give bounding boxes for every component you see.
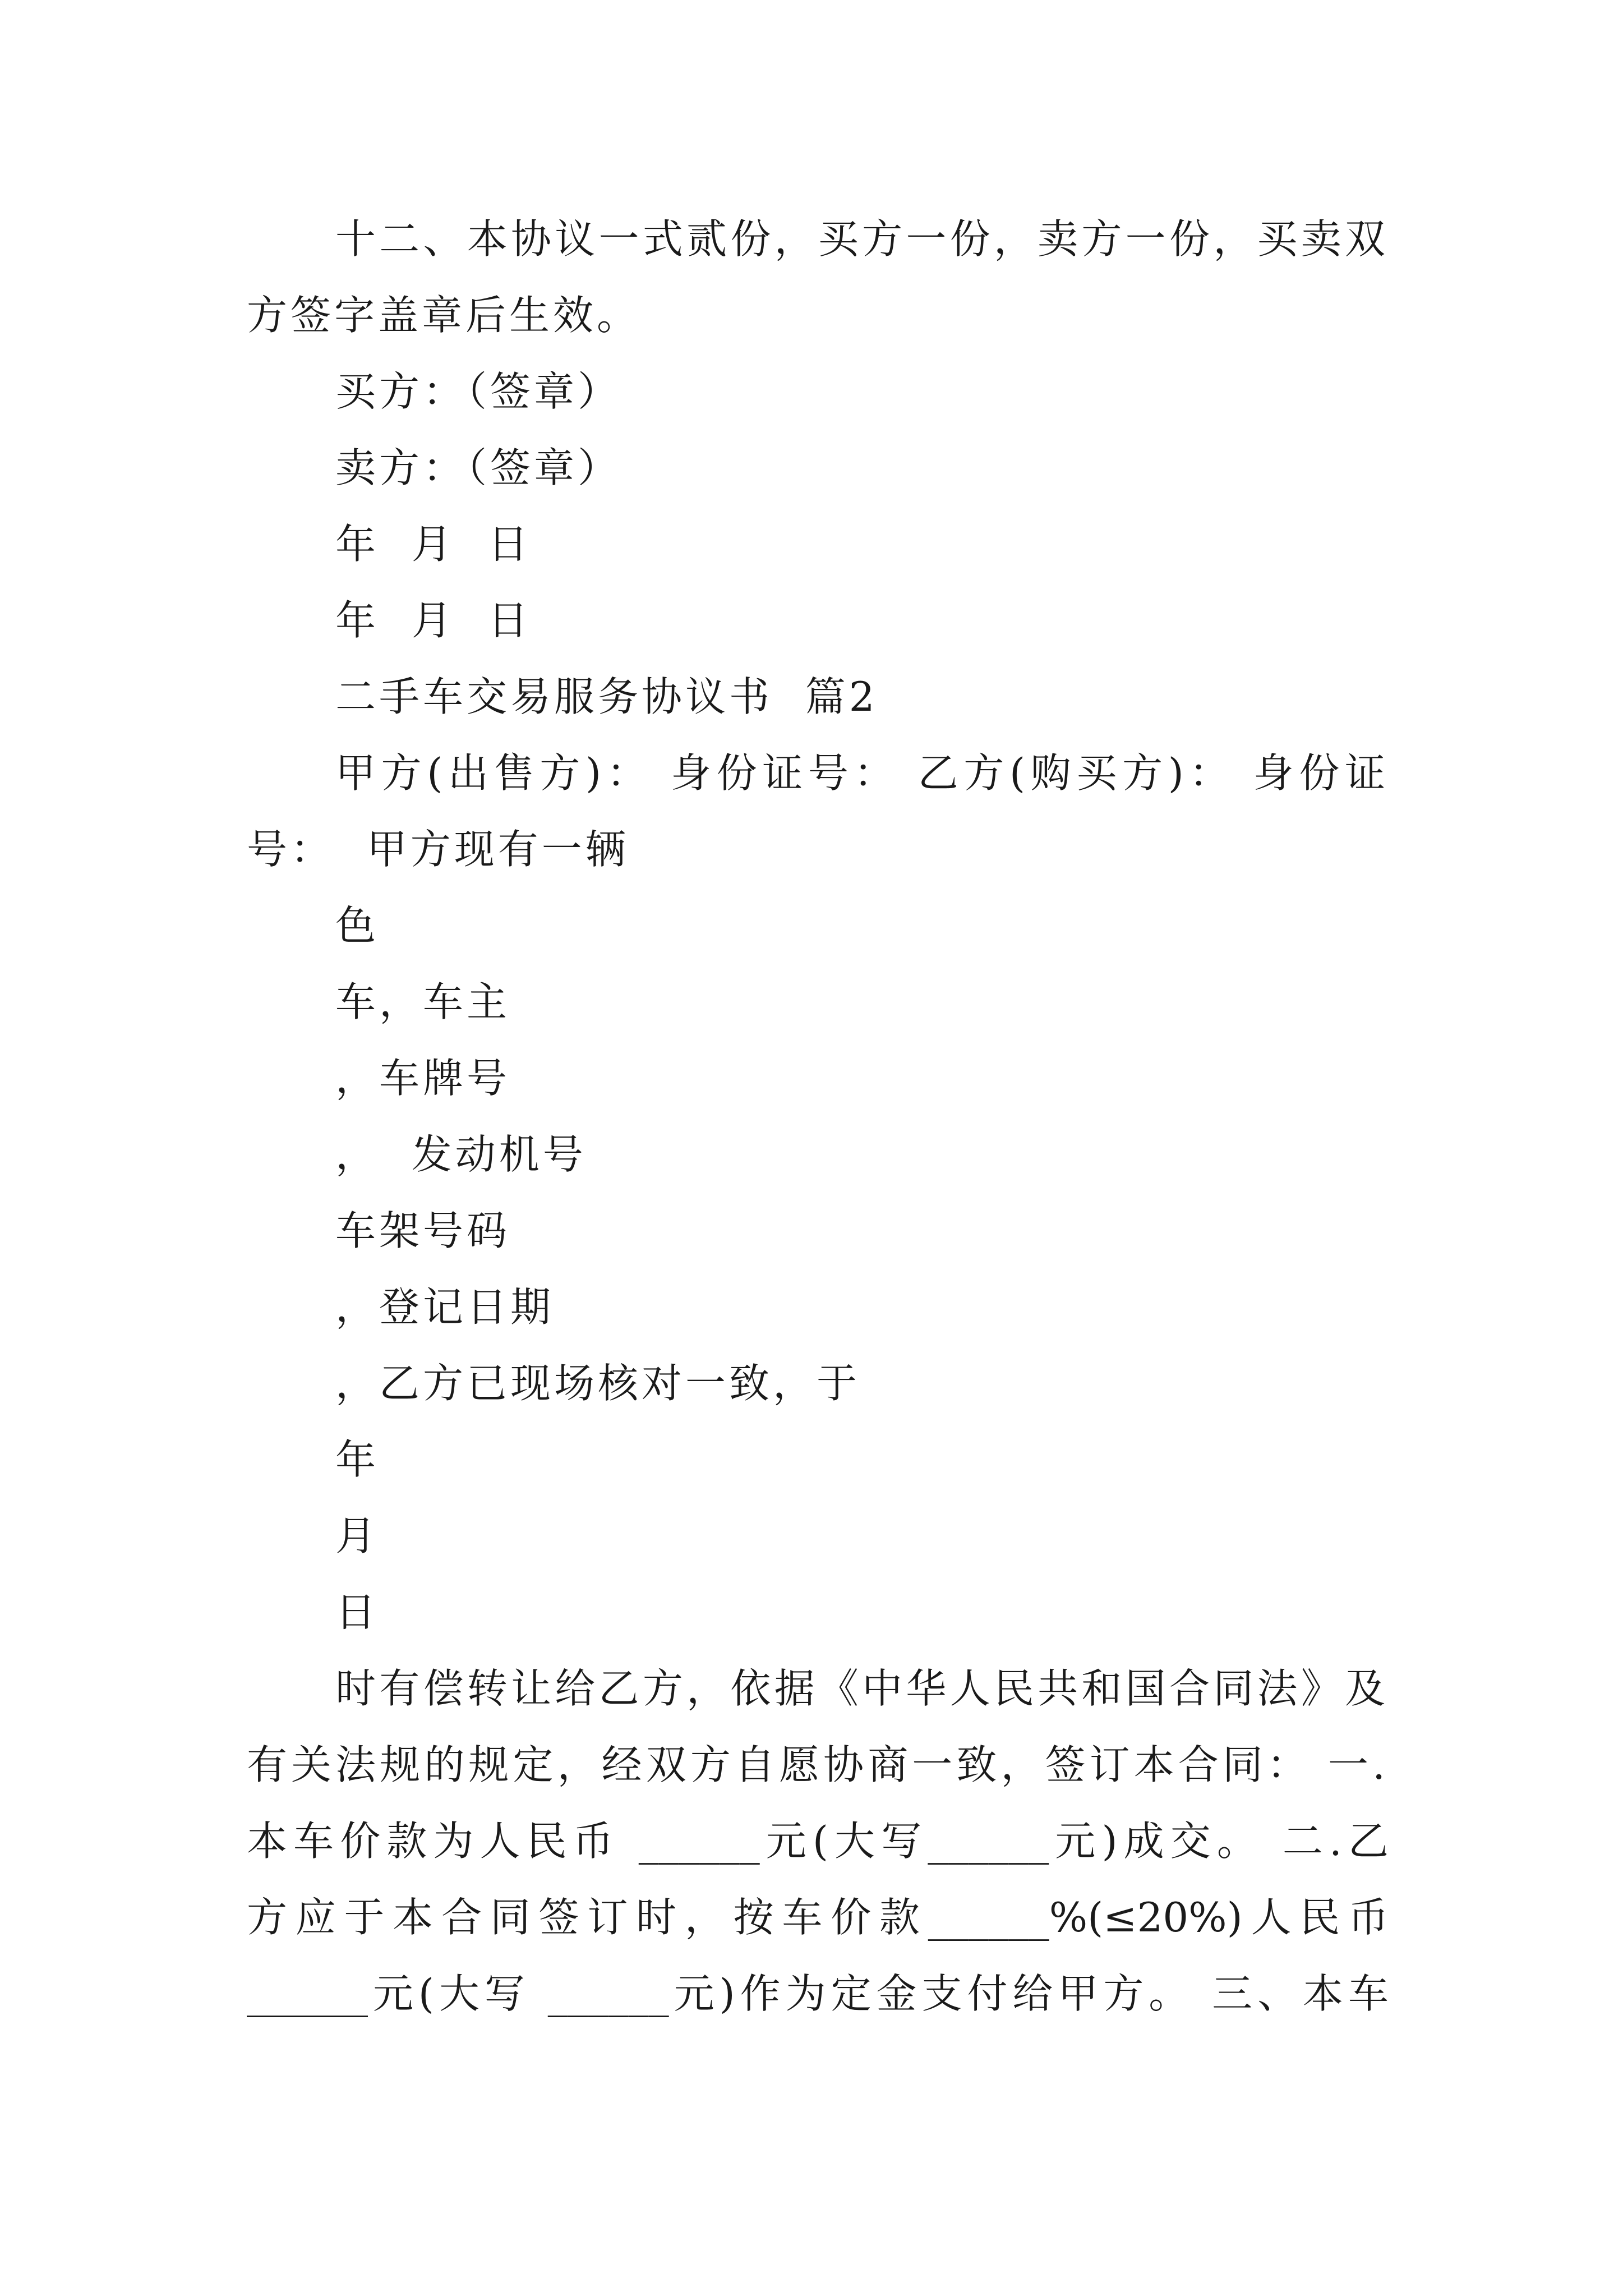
paragraph-line: 有关法规的规定，经双方自愿协商一致，签订本合同： 一.: [247, 1741, 1389, 1788]
section-heading: 二手车交易服务协议书 篇2: [335, 673, 878, 720]
paragraph-line: 本车价款为人民币 ______元(大写______元)成交。 二.乙: [247, 1818, 1389, 1865]
paragraph-line: ______元(大写 ______元)作为定金支付给甲方。 三、本车: [247, 1970, 1389, 2017]
paragraph-line: 时有偿转让给乙方，依据《中华人民共和国合同法》及: [335, 1665, 1389, 1712]
paragraph-line: 日: [335, 1589, 380, 1636]
date-line: 年 月 日: [335, 597, 532, 644]
paragraph-line: 车架号码: [335, 1207, 511, 1254]
paragraph-line: 月: [335, 1512, 380, 1559]
date-line: 年 月 日: [335, 521, 532, 568]
paragraph-line: 方签字盖章后生效。: [247, 292, 641, 339]
paragraph-line: 年: [335, 1436, 380, 1483]
paragraph-line: 色: [335, 902, 380, 949]
paragraph-line: 十二、本协议一式贰份，买方一份，卖方一份，买卖双: [335, 215, 1389, 263]
paragraph-line: 甲方(出售方)： 身份证号： 乙方(购买方)： 身份证: [335, 749, 1389, 797]
paragraph-line: 车，车主: [335, 978, 511, 1025]
paragraph-line: ，乙方已现场核对一致，于: [335, 1360, 861, 1407]
paragraph-line: ，登记日期: [335, 1283, 555, 1331]
paragraph-line: 号： 甲方现有一辆: [247, 826, 629, 873]
signature-seller: 卖方：（签章）: [335, 444, 622, 491]
paragraph-line: ， 发动机号: [335, 1131, 587, 1178]
paragraph-line: 方应于本合同签订时，按车价款______%(≤20%)人民币: [247, 1894, 1389, 1941]
paragraph-line: ，车牌号: [335, 1055, 511, 1102]
signature-buyer: 买方：（签章）: [335, 368, 622, 415]
